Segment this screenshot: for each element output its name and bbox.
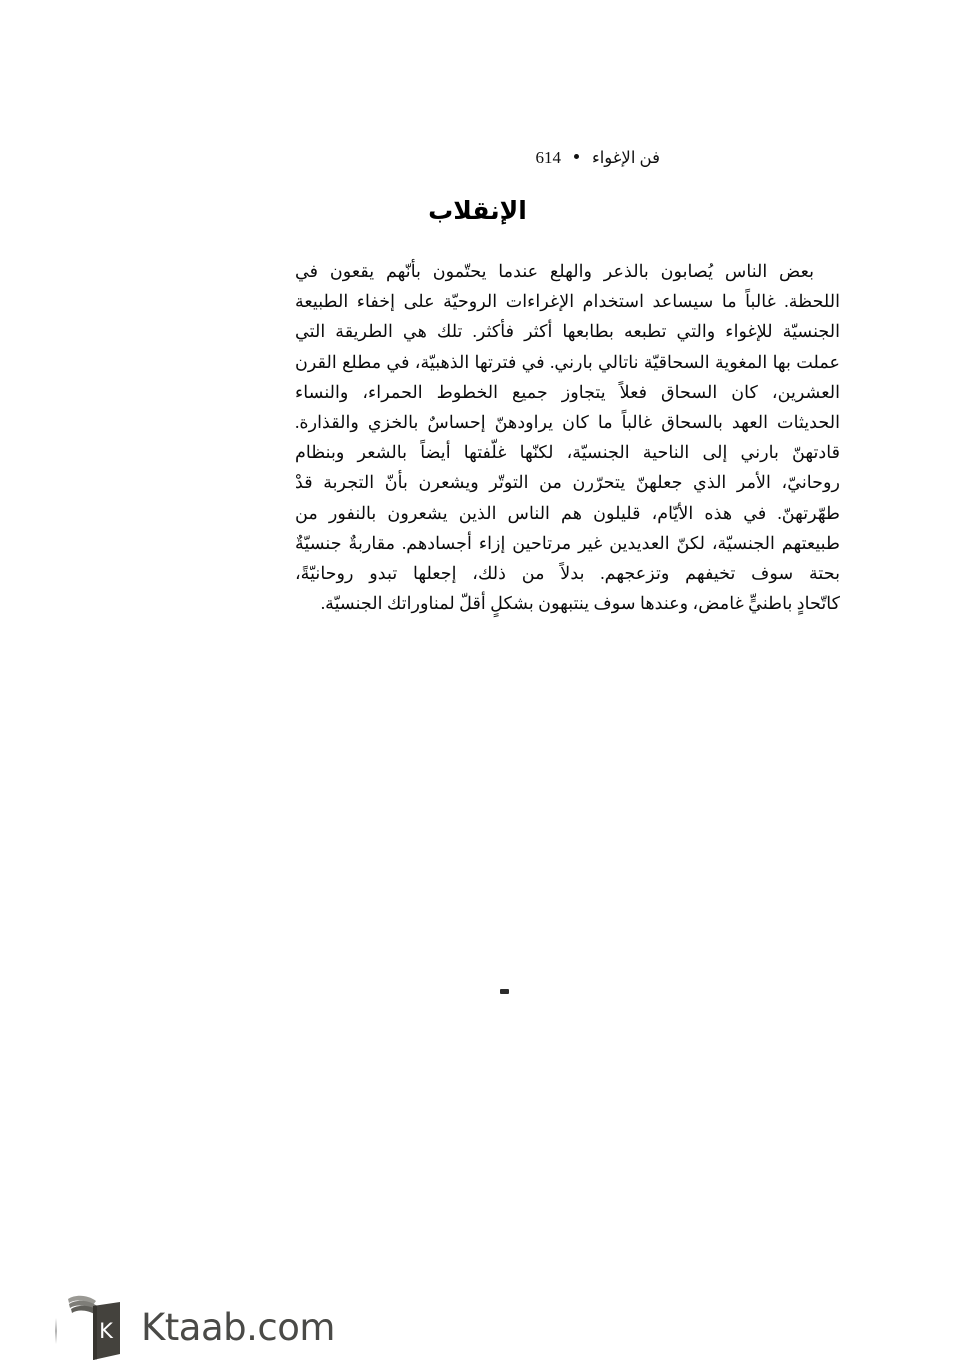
body-line: طهّرتهنّ. في هذه الأيّام، قليلون هم الناس الذين يشعرون بالنفور من bbox=[295, 502, 840, 523]
body-line bbox=[295, 256, 840, 286]
body-line-text: بعض الناس يُصابون بالذعر والهلع عندما يحتّمون بأنّهم يقعون في bbox=[295, 261, 814, 281]
scan-streak-artifact bbox=[55, 1318, 57, 1344]
watermark-wordmark: Ktaab.com bbox=[141, 1305, 335, 1349]
body-line: كاتّحادٍ باطنيٍّ غامض، وعندها سوف ينتبهون بشكلٍ أقلّ لمناوراتك الجنسيّة. bbox=[320, 593, 840, 614]
body-line: بحتة سوف تخيفهم وتزعجهم. بدلاً من ذلك، إجعلها تبدو روحانيّةً، bbox=[295, 563, 840, 584]
body-line: عملت بها المغوية السحاقيّة ناتالي بارني. في فترتها الذهبيّة، في مطلع القرن bbox=[295, 351, 840, 372]
running-head bbox=[535, 148, 660, 168]
body-line: طبيعتهم الجنسيّة، لكنّ العديدين غير مرتاحين إزاء أجسادهم. مقاربةٌ جنسيّةٌ bbox=[295, 532, 840, 553]
body-line: الجنسيّة للإغواء والتي تطبعه بطابعها أكثر فأكثر. تلك هي الطريقة التي bbox=[295, 321, 840, 342]
running-head-book-title: فن الإغواء bbox=[591, 148, 660, 167]
watermark bbox=[66, 1292, 335, 1362]
scan-speck-artifact bbox=[500, 989, 509, 994]
section-heading: الإنقلاب bbox=[428, 196, 527, 225]
body-text-block bbox=[295, 256, 840, 618]
body-line: الحديثات العهد بالسحاق غالباً ما كان يراودهنّ إحساسٌ بالخزي والقذارة. bbox=[295, 412, 840, 433]
body-line: العشرين، كان السحاق فعلاً يتجاوز جميع الخطوط الحمراء، والنساء bbox=[295, 381, 840, 402]
ktaab-book-logo-icon bbox=[66, 1292, 128, 1362]
body-line: روحانيّ، الأمر الذي جعلهنّ يتحرّرن من التوتّر ويشعرن بأنّ التجربة قدْ bbox=[295, 472, 840, 493]
bullet-separator-icon bbox=[574, 154, 579, 159]
page-number: 614 bbox=[535, 148, 561, 167]
body-line: اللحظة. غالباً ما سيساعد استخدام الإغراءات الروحيّة على إخفاء الطبيعة bbox=[295, 291, 840, 312]
svg-text:K: K bbox=[99, 1319, 113, 1343]
body-line: قادتهنّ بارني إلى الناحية الجنسيّة، لكنّها غلّفتها أيضاً بالشعر وبنظام bbox=[295, 442, 840, 463]
